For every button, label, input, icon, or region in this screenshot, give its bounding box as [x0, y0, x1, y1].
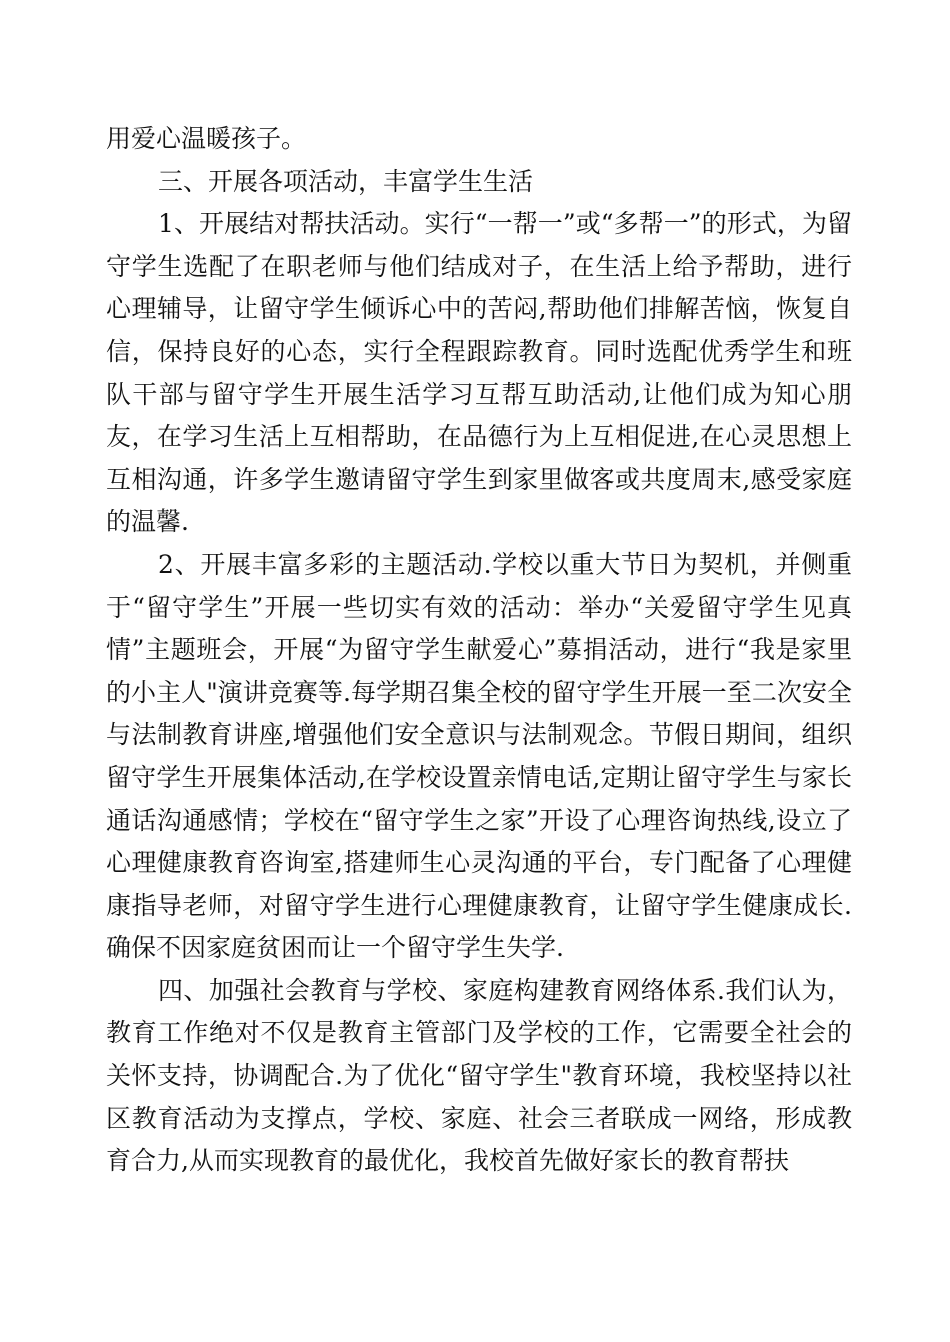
- document-page: [106, 118, 852, 1183]
- section-3-heading: 三、开展各项活动，丰富学生生活: [158, 166, 534, 196]
- paragraph-section-4: 四、加强社会教育与学校、家庭构建教育网络体系.我们认为，教育工作绝对不仅是教育主管部门及学校的工作，它需要全社会的关怀支持，协调配合.为了优化“留守学生"教育环境，我校坚持以社区教育活动为支撑点，学校、家庭、社会三者联成一网络，形成教育合力,从而实现教育的最优化，我校首先做好家长的教育帮扶: [106, 975, 852, 1176]
- paragraph-item-1: 1、开展结对帮扶活动。实行“一帮一”或“多帮一”的形式，为留守学生选配了在职老师与他们结成对子，在生活上给予帮助，进行心理辅导，让留守学生倾诉心中的苦闷,帮助他们排解苦恼，恢复自信，保持良好的心态，实行全程跟踪教育。同时选配优秀学生和班队干部与留守学生开展生活学习互帮互助活动,让他们成为知心朋友，在学习生活上互相帮助，在品德行为上互相促进,在心灵思想上互相沟通，许多学生邀请留守学生到家里做客或共度周末,感受家庭的温馨.: [106, 209, 852, 537]
- paragraph-continuation: 用爱心温暖孩子。: [106, 124, 307, 153]
- paragraph-item-2: 2、开展丰富多彩的主题活动.学校以重大节日为契机，并侧重于“留守学生”开展一些切实有效的活动：举办“关爱留守学生见真情”主题班会，开展“为留守学生献爱心”募捐活动，进行“我是家里的小主人"演讲竞赛等.每学期召集全校的留守学生开展一至二次安全与法制教育讲座,增强他们安全意识与法制观念。节假日期间，组织留守学生开展集体活动,在学校设置亲情电话,定期让留守学生与家长通话沟通感情；学校在“留守学生之家”开设了心理咨询热线,设立了心理健康教育咨询室,搭建师生心灵沟通的平台，专门配备了心理健康指导老师，对留守学生进行心理健康教育，让留守学生健康成长.确保不因家庭贫困而让一个留守学生失学.: [106, 549, 852, 963]
